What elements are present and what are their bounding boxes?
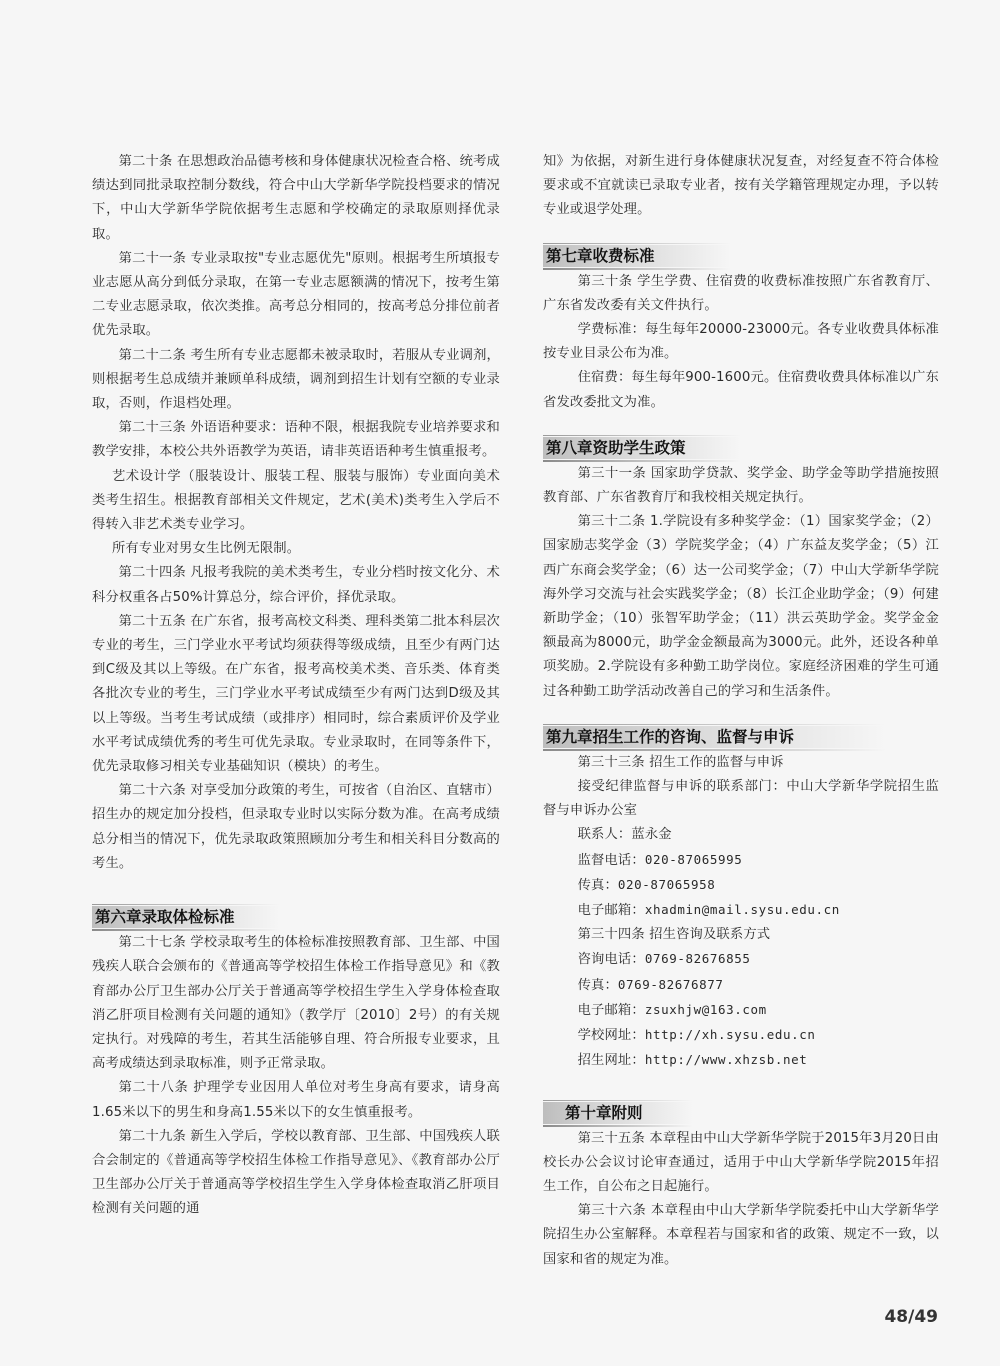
school-site-link[interactable]: http://xh.sysu.edu.cn (644, 1027, 816, 1043)
complaint-dept-paragraph: 接受纪律监督与申诉的联系部门：中山大学新华学院招生监督与申诉办公室 (543, 779, 939, 819)
chapter-9-heading: 第九章招生工作的咨询、监督与申诉 (543, 726, 886, 748)
article-23: 第二十三条 外语语种要求：语种不限，根据我院专业培养要求和教学安排，本校公共外语教学为英语，请非英语语种考生慎重报考。 (92, 420, 500, 460)
contact-label: 联系人： (577, 827, 632, 843)
fax-line-1 (543, 873, 939, 898)
article-32: 第三十二条 1.学院设有多种奖学金：（1）国家奖学金；（2）国家励志奖学金（3）学院奖学金；（4）广东益友奖学金；（5）江西广东商会奖学金；（6）达一公司奖学金；（7）中山大学新华学院海外学习交流与社会实践奖学金；（8）长江企业助学金；（9）何建新助学金；（10）张智军助学金；（11）洪云英助学金。奖学金金额最高为8000元，助学金金额最高为3000元。此外，还设各种单项奖励。2.学院设有多种勤工助学岗位。家庭经济困难的学生可通过各种勤工助学活动改善自己的学习和生活条件。 (543, 514, 939, 699)
contact-line (543, 823, 939, 847)
tuition-paragraph: 学费标准：每生每年20000-23000元。各专业收费具体标准按专业目录公布为准。 (543, 322, 939, 362)
admission-site-link[interactable]: http://www.xhzsb.net (644, 1052, 808, 1068)
supervision-phone-label: 监督电话： (577, 852, 645, 868)
contact-value: 蓝永金 (631, 827, 672, 843)
fax-value-1: 020-87065958 (617, 876, 716, 892)
admission-site-label: 招生网址： (577, 1053, 645, 1069)
email-label-1: 电子邮箱： (577, 903, 645, 919)
article-30: 第三十条 学生学费、住宿费的收费标准按照广东省教育厅、广东省发改委有关文件执行。 (543, 273, 939, 313)
article-24: 第二十四条 凡报考我院的美术类考生，专业分档时按文化分、术科分权重各占50%计算总分，综合评价，择优录取。 (92, 565, 500, 605)
fax-value-2: 0769-82676877 (617, 976, 724, 992)
dorm-fee-paragraph: 住宿费：每生每年900-1600元。住宿费收费具体标准以广东省发改委批文为准。 (543, 370, 939, 410)
left-column (92, 150, 500, 1222)
article-34: 第三十四条 招生咨询及联系方式 (577, 927, 771, 943)
supervision-phone-value: 020-87065995 (644, 851, 743, 867)
consult-phone-label: 咨询电话： (577, 952, 645, 968)
article-28: 第二十八条 护理学专业因用人单位对考生身高有要求，请身高1.65米以下的男生和身高1.55米以下的女生慎重报考。 (92, 1080, 500, 1120)
fax-label-1: 传真： (577, 877, 618, 893)
article-33: 第三十三条 招生工作的监督与申诉 (577, 754, 784, 770)
page-number: 48/49 (884, 1307, 938, 1327)
article-21: 第二十一条 专业录取按"专业志愿优先"原则。根据考生所填报专业志愿从高分到低分录取，在第一专业志愿额满的情况下，按考生第二专业志愿录取，依次类推。高考总分相同的，按高考总分排位前者优先录取。 (92, 250, 500, 339)
email-line-1 (543, 898, 939, 923)
article-20: 第二十条 在思想政治品德考核和身体健康状况检查合格、统考成绩达到同批录取控制分数线，符合中山大学新华学院投档要求的情况下，中山大学新华学院依据考生志愿和学校确定的录取原则择优录取。 (92, 154, 500, 242)
gender-ratio-paragraph: 所有专业对男女生比例无限制。 (111, 541, 301, 557)
right-column (543, 150, 939, 1272)
fax-label-2: 传真： (577, 977, 618, 993)
chapter-7-heading: 第七章收费标准 (543, 245, 731, 267)
chapter-6-heading: 第六章录取体检标准 (92, 906, 280, 928)
school-site-label: 学校网址： (577, 1028, 645, 1044)
email-label-2: 电子邮箱： (577, 1002, 645, 1018)
fax-line-2 (543, 973, 939, 998)
article-36: 第三十六条 本章程由中山大学新华学院委托中山大学新华学院招生办公室解释。本章程若与国家和省的政策、规定不一致，以国家和省的规定为准。 (543, 1203, 939, 1267)
email-line-2 (543, 998, 939, 1023)
art-design-paragraph: 艺术设计学（服装设计、服装工程、服装与服饰）专业面向美术类考生招生。根据教育部相关文件规定，艺术(美术)类考生入学后不得转入非艺术类专业学习。 (92, 468, 500, 533)
consult-phone-line (543, 947, 939, 972)
article-25: 第二十五条 在广东省，报考高校文科类、理科类第二批本科层次专业的考生，三门学业水平考试均须获得等级成绩，且至少有两门达到C级及其以上等级。在广东省，报考高校美术类、音乐类、体育类各批次专业的考生，三门学业水平考试成绩至少有两门达到D级及其以上等级。当考生考试成绩（或排序）相同时，综合素质评价及学业水平考试成绩优秀的考生可优先录取。专业录取时，在同等条件下，优先录取修习相关专业基础知识（模块）的考生。 (92, 613, 500, 775)
email-value-1[interactable]: xhadmin@mail.sysu.edu.cn (644, 902, 840, 918)
chapter-10-heading: 第十章附则 (543, 1102, 693, 1124)
article-29: 第二十九条 新生入学后，学校以教育部、卫生部、中国残疾人联合会制定的《普通高等学校招生体检工作指导意见》、《教育部办公厅卫生部办公厅关于普通高等学校招生学生入学身体检查取消乙肝项目检测有关问题的通 (92, 1128, 500, 1217)
consult-phone-value: 0769-82676855 (644, 951, 751, 967)
admission-site-line (543, 1048, 939, 1073)
article-22: 第二十二条 考生所有专业志愿都未被录取时，若服从专业调剂，则根据考生总成绩并兼顾单科成绩，调剂到招生计划有空额的专业录取，否则，作退档处理。 (92, 347, 500, 412)
article-29-continued: 知》为依据，对新生进行身体健康状况复查，对经复查不符合体检要求或不宜就读已录取专业者，按有关学籍管理规定办理，予以转专业或退学处理。 (543, 154, 939, 218)
article-31: 第三十一条 国家助学贷款、奖学金、助学金等助学措施按照教育部、广东省教育厅和我校相关规定执行。 (543, 465, 939, 506)
supervision-phone-line (543, 848, 939, 873)
article-26: 第二十六条 对享受加分政策的考生，可按省（自治区、直辖市）招生办的规定加分投档，但录取专业时以实际分数为准。在高考成绩总分相当的情况下，优先录取政策照顾加分考生和相关科目分数高的考生。 (92, 783, 500, 871)
email-value-2[interactable]: zsuxhjw@163.com (644, 1001, 767, 1017)
chapter-8-heading: 第八章资助学生政策 (543, 437, 741, 459)
article-27: 第二十七条 学校录取考生的体检标准按照教育部、卫生部、中国残疾人联合会颁布的《普通高等学校招生体检工作指导意见》和《教育部办公厅卫生部办公厅关于普通高等学校招生学生入学身体检查取消乙肝项目检测有关问题的通知》（教学厅〔2010〕2号）的有关规定执行。对残障的考生，若其生活能够自理、符合所报专业要求，且高考成绩达到录取标准，则予正常录取。 (92, 935, 500, 1072)
school-site-line (543, 1023, 939, 1048)
article-35: 第三十五条 本章程由中山大学新华学院于2015年3月20日由校长办公会议讨论审查通过，适用于中山大学新华学院2015年招生工作，自公布之日起施行。 (543, 1130, 939, 1194)
